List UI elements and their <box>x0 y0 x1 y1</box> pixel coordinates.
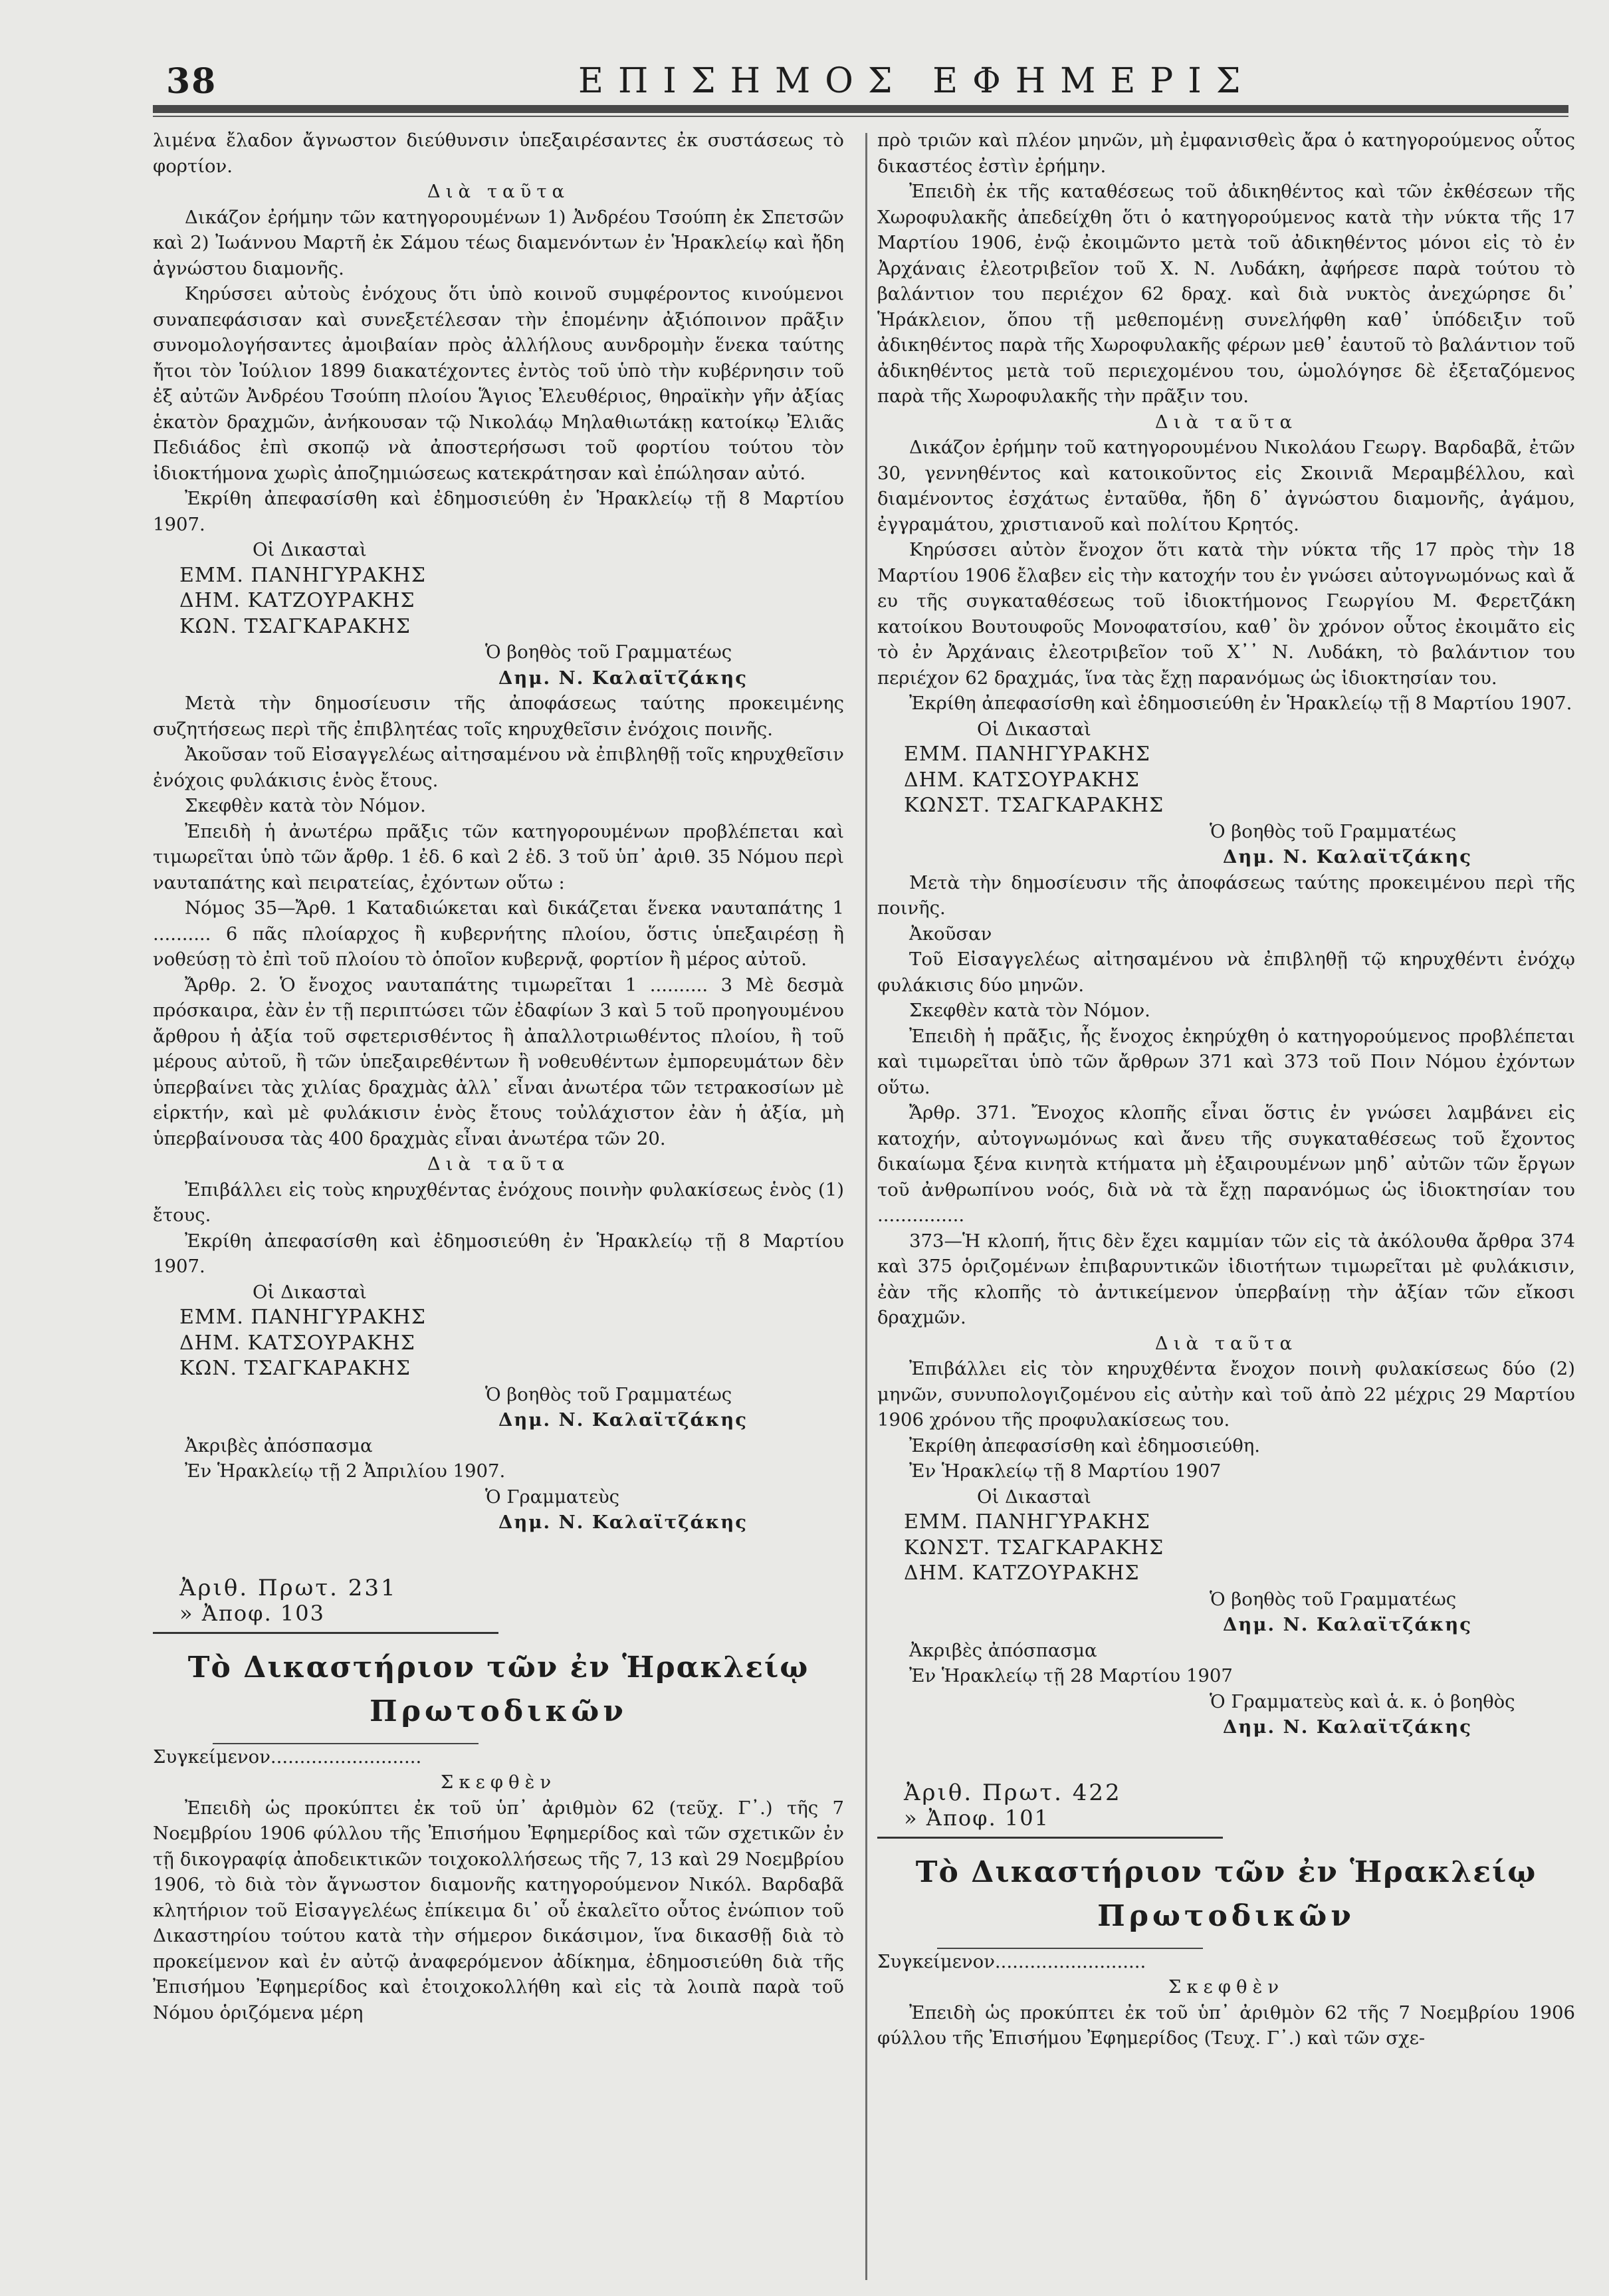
separator-rule <box>877 1837 1223 1839</box>
secretary-name: Δημ. Ν. Καλαϊτζάκης <box>1223 1716 1473 1738</box>
judge-name: ΚΩΝ. ΤΣΑΓΚΑΡΑΚΗΣ <box>179 1357 411 1380</box>
paragraph: Μετὰ τὴν δημοσίευσιν τῆς ἀποφάσεως ταύτης προκειμένης συζητήσεως περὶ τῆς ἐπιβλητέας τοῖς κηρυχθεῖσιν ἐνόχοις ποινῆς. <box>153 693 844 740</box>
paragraph: Ἐπειδὴ ἡ πρᾶξις, ἧς ἔνοχος ἐκηρύχθη ὁ κατηγορούμενος προβλέπεται καὶ τιμωρεῖται ὑπὸ τῶν ἄρθρων 371 καὶ 373 τοῦ Ποιν Νόμου ἐχόντων οὕτω. <box>877 1025 1575 1098</box>
section-heading: Διὰ ταῦτα <box>1154 1332 1298 1354</box>
court-heading: Τὸ Δικαστήριον τῶν ἐν Ἡρακλείῳ <box>915 1855 1537 1889</box>
signature-name: Δημ. Ν. Καλαϊτζάκης <box>1223 846 1473 867</box>
paragraph: Ἐκρίθη ἀπεφασίσθη καὶ ἐδημοσιεύθη. <box>909 1435 1260 1456</box>
exact-copy-label: Ἀκριβὲς ἀπόσπασμα <box>909 1639 1097 1661</box>
signature-title: Ὁ βοηθὸς τοῦ Γραμματέως <box>1210 820 1457 842</box>
paragraph: Μετὰ τὴν δημοσίευσιν τῆς ἀποφάσεως ταύτης προκειμένου περὶ τῆς ποινῆς. <box>877 871 1575 919</box>
protocol-number: Ἀριθ. Πρωτ. 231 <box>179 1574 397 1601</box>
paragraph: Ἐπιβάλλει εἰς τὸν κηρυχθέντα ἔνοχον ποινὴ φυλακίσεως δύο (2) μηνῶν, συνυπολογιζομένου εἰς αὐτὴν καὶ τοῦ ἀπὸ 22 μέχρις 29 Μαρτίου 1906 χρόνου τῆς προφυλακίσεως του. <box>877 1358 1575 1431</box>
journal-title: ΕΠΙΣΗΜΟΣ ΕΦΗΜΕΡΙΣ <box>578 61 1255 101</box>
paragraph: Σκεφθὲν κατὰ τὸν Νόμον. <box>909 1000 1150 1021</box>
section-heading: Σκεφθὲν <box>440 1772 557 1793</box>
judge-name: ΔΗΜ. ΚΑΤΖΟΥΡΑΚΗΣ <box>179 589 415 612</box>
judges-label: Οἱ Δικασταὶ <box>253 539 367 560</box>
judge-name: ΔΗΜ. ΚΑΤΖΟΥΡΑΚΗΣ <box>904 1561 1140 1585</box>
section-heading: Διὰ ταῦτα <box>427 181 570 202</box>
judge-name: ΕΜΜ. ΠΑΝΗΓΥΡΑΚΗΣ <box>904 743 1150 766</box>
judge-name: ΚΩΝΣΤ. ΤΣΑΓΚΑΡΑΚΗΣ <box>904 794 1164 817</box>
paragraph: Ἄρθρ. 371. Ἔνοχος κλοπῆς εἶναι ὅστις ἐν γνώσει λαμβάνει εἰς κατοχήν, αὐτογνωμόνως καὶ ἄνευ τῆς συγκαταθέσεως τοῦ ἔχοντος δικαίωμα ξένα κινητὰ κτήματα μὴ ἐξαιρουμένων μηδ᾿ αὐτῶν τῶν ἔργων τοῦ ἀνθρωπίνου νοός, διὰ νὰ τὰ ἔχῃ παρανόμως ὡς ἰδιοκτησίαν του ............... <box>877 1102 1575 1226</box>
secretary-title: Ὁ Γραμματεὺς καὶ ἁ. κ. ὁ βοηθὸς <box>1210 1690 1515 1712</box>
signature-title: Ὁ βοηθὸς τοῦ Γραμματέως <box>485 1383 732 1405</box>
secretary-name: Δημ. Ν. Καλαϊτζάκης <box>498 1512 748 1533</box>
section-heading: Διὰ ταῦτα <box>1154 411 1298 433</box>
page-header <box>0 0 1609 126</box>
section-heading: Σκεφθὲν <box>1168 1976 1285 1998</box>
paragraph: Δικάζον ἐρήμην τῶν κατηγορουμένων 1) Ἀνδρέου Τσούπη ἐκ Σπετσῶν καὶ 2) Ἰωάννου Μαρτῆ ἐκ Σάμου τέως διαμενόντων ἐν Ἡρακλείῳ καὶ ἤδη ἀγνώστου διαμονῆς. <box>153 206 844 279</box>
judges-label: Οἱ Δικασταὶ <box>977 1486 1091 1508</box>
paragraph: Ἐπειδὴ ἡ ἀνωτέρω πρᾶξις τῶν κατηγορουμένων προβλέπεται καὶ τιμωρεῖται ὑπὸ τῶν ἄρθρ. 1 ἐδ. 6 καὶ 2 ἐδ. 3 τοῦ ὑπ᾿ ἀριθ. 35 Νόμου περὶ ναυταπάτης καὶ πειρατείας, ἐχόντων οὕτω : <box>153 820 844 893</box>
paragraph: Ἐπειδὴ ὡς προκύπτει ἐκ τοῦ ὑπ᾿ ἀριθμὸν 62 τῆς 7 Νοεμβρίου 1906 φύλλου τῆς Ἐπισήμου Ἐφημερίδος (Τευχ. Γ᾿.) καὶ τῶν σχε- <box>877 2002 1575 2049</box>
paragraph: Ἐν Ἡρακλείῳ τῇ 8 Μαρτίου 1907 <box>909 1460 1222 1482</box>
section-heading: Διὰ ταῦτα <box>427 1153 570 1175</box>
paragraph: Κηρύσσει αὐτοὺς ἐνόχους ὅτι ὑπὸ κοινοῦ συμφέροντος κινούμενοι συναπεφάσισαν καὶ συνεξετέλεσαν τὴν ἑπομένην ἀξιόποινον πρᾶξιν συνομολογήσαντες ἀμοιβαίαν πρὸς ἀλλήλους αυνδρομὴν ἕνεκα ταύτης ἤτοι τὸν Ἰούλιον 1899 διακατέχοντες ἐντὸς τοῦ ὑπὸ τὴν κυβέρνησιν τοῦ ἐξ αὐτῶν Ἀνδρέου Τσούπη πλοίου Ἅγιος Ἐλευθέριος, θηραϊκὴν γῆν ἀξίας ἑκατὸν δραχμῶν, ἀνήκουσαν τῷ Νικολάῳ Μηλαθιωτάκῃ κατοίκῳ Ἐλιᾶς Πεδιάδος ἐπὶ σκοπῷ νὰ ἀποστερήσωσι τοῦ φορτίου τούτου τὸν ἰδιοκτήμονα χωρὶς ἀποζημιώσεως κατεκράτησαν καὶ ἐπώλησαν αὐτό. <box>153 283 844 484</box>
exact-copy-date: Ἐν Ἡρακλείῳ τῇ 2 Ἀπριλίου 1907. <box>185 1460 506 1482</box>
exact-copy-date: Ἐν Ἡρακλείῳ τῇ 28 Μαρτίου 1907 <box>909 1665 1233 1686</box>
paragraph: Ἐπειδὴ ὡς προκύπτει ἐκ τοῦ ὑπ᾿ ἀριθμὸν 62 (τεῦχ. Γ᾿.) τῆς 7 Νοεμβρίου 1906 φύλλου τῆς Ἐπισήμου Ἐφημερίδος καὶ τῶν σχετικῶν ἐν τῇ δικογραφίᾳ ἀποδεικτικῶν τοιχοκολλήσεως τῆς 7, 13 καὶ 29 Νοεμβρίου 1906, τὸ διὰ τὸν ἄγνωστον διαμονῆς κατηγορούμενον Νικόλ. Βαρδαβᾶ κλητήριον τοῦ Εἰσαγγελέως ἐπίκειμα δι᾿ οὗ ἐκαλεῖτο οὗτος ἐνώπιον τοῦ Δικαστηρίου τούτου κατὰ τὴν σήμερον δικάσιμον, ἵνα δικασθῇ διὰ τὸ προκείμενον καὶ ἐν αὐτῷ ἀναφερόμενον ἀδίκημα, ἐδημοσιεύθη διὰ τῆς Ἐπισήμου Ἐφημερίδος καὶ ἐτοιχοκολλήθη καὶ εἰς τὰ λοιπὰ παρὰ τοῦ Νόμου ὁριζόμενα μέρη <box>153 1797 844 2023</box>
court-subheading: Πρωτοδικῶν <box>1097 1898 1355 1933</box>
paragraph: Ἐκρίθη ἀπεφασίσθη καὶ ἐδημοσιεύθη ἐν Ἡρακλείῳ τῇ 8 Μαρτίου 1907. <box>153 488 844 535</box>
paragraph: Κηρύσσει αὐτὸν ἔνοχον ὅτι κατὰ τὴν νύκτα τῆς 17 πρὸς τὴν 18 Μαρτίου 1906 ἔλαβεν εἰς τὴν κατοχήν του ἐν γνώσει αὐτογνωμόνως καὶ ἄ ευ τῆς συγκαταθέσεως τοῦ ἰδιοκτήμονος Γεωργίου Μ. Φερετζάκη κατοίκου Βουτουφοῦς Μονοφατσίου, καθ᾿ ὃν χρόνον οὗτος ἐκοιμᾶτο εἰς τὸ ἐν Ἀρχάναις ἐλεοτριβεῖον τοῦ Χ᾿᾿ Ν. Λυδάκη, τὸ βαλάντιον του περιέχον 62 δραχμάς, ἵνα τὰς ἔχῃ παρανόμως ὡς ἰδιοκτησίαν του. <box>877 539 1575 689</box>
right-column <box>877 128 1575 2051</box>
judge-name: ΕΜΜ. ΠΑΝΗΓΥΡΑΚΗΣ <box>179 1306 426 1329</box>
judge-name: ΕΜΜ. ΠΑΝΗΓΥΡΑΚΗΣ <box>179 563 426 587</box>
paragraph: Τοῦ Εἰσαγγελέως αἰτησαμένου νὰ ἐπιβληθῇ τῷ κηρυχθέντι ἐνόχῳ φυλάκισις δύο μηνῶν. <box>877 949 1575 996</box>
decision-number: » Ἀποφ. 101 <box>904 1805 1049 1831</box>
composed-line: Συγκείμενον.......................... <box>153 1746 422 1768</box>
paragraph: Ἐπειδὴ ἐκ τῆς καταθέσεως τοῦ ἀδικηθέντος καὶ τῶν ἐκθέσεων τῆς Χωροφυλακῆς ἀπεδείχθη ὅτι ὁ κατηγορούμενος κατὰ τὴν νύκτα τῆς 17 Μαρτίου 1906, ἐνῷ ἐκοιμῶντο μετὰ τοῦ ἀδικηθέντος μόνοι εἰς τὸ ἐν Ἀρχάναις ἐλεοτριβεῖον τοῦ Χ. Ν. Λυδάκη, ἀφήρεσε παρὰ τούτου τὸ βαλάντιον του περιέχον 62 δραχ. καὶ διὰ νυκτὸς ἀνεχώρησε δι᾿ Ἡράκλειον, ὅπου τῇ μεθεπομένῃ συνελήφθη καθ᾿ ὑπόδειξιν τοῦ ἀδικηθέντος παρὰ τῆς Χωροφυλακῆς φέρων μεθ᾿ ἑαυτοῦ τὸ βαλάντιον τοῦ ἀδικηθέντος μετὰ τοῦ περιεχομένου του, ὡμολόγησε δὲ ἐξεταζόμενος παρὰ τῆς Χωροφυλακῆς τὴν πρᾶξιν του. <box>877 181 1575 407</box>
paragraph: 373—Ἡ κλοπή, ἥτις δὲν ἔχει καμμίαν τῶν εἰς τὰ ἀκόλουθα ἄρθρα 374 καὶ 375 ὁριζομένων ἐπιβαρυντικῶν ἰδιοτήτων τιμωρεῖται μὲ φυλάκισιν, ἐὰν τῆς κλοπῆς τὸ ἀντικείμενον ὑπερβαίνῃ τὴν ἀξίαν τῶν εἴκοσι δραχμῶν. <box>877 1230 1575 1328</box>
secretary-title: Ὁ Γραμματεὺς <box>485 1486 620 1508</box>
paragraph: Δικάζον ἐρήμην τοῦ κατηγορουμένου Νικολάου Γεωργ. Βαρδαβᾶ, ἐτῶν 30, γεννηθέντος καὶ κατοικοῦντος εἰς Σκοινιᾶ Μεραμβέλλου, καὶ διαμένοντος ἐσχάτως ἐνταῦθα, ἤδη δ᾿ ἀγνώστου διαμονῆς, ἀγάμου, ἐγγραμάτου, χριστιανοῦ καὶ πολίτου Κρητός. <box>877 437 1575 535</box>
signature-title: Ὁ βοηθὸς τοῦ Γραμματέως <box>485 641 732 663</box>
decision-number: » Ἀποφ. 103 <box>179 1601 325 1626</box>
judge-name: ΚΩΝ. ΤΣΑΓΚΑΡΑΚΗΣ <box>179 614 411 638</box>
left-column <box>153 128 844 2025</box>
paragraph: Ἐπιβάλλει εἰς τοὺς κηρυχθέντας ἐνόχους ποινὴν φυλακίσεως ἑνὸς (1) ἔτους. <box>153 1179 844 1226</box>
paragraph: Ἄρθρ. 2. Ὁ ἔνοχος ναυταπάτης τιμωρεῖται 1 .......... 3 Μὲ δεσμὰ πρόσκαιρα, ἐὰν ἐν τῇ περιπτώσει τῶν ἐδαφίων 3 καὶ 5 τοῦ προηγουμένου ἄρθρου ἡ ἀξία τοῦ σφετερισθέντος ἢ ἀπαλλοτριωθέντος πλοίου, ἢ τοῦ μέρους αὐτοῦ, ἢ τῶν ὑπεξαιρεθέντων ἢ νοθευθέντων ἐμπορευμάτων δὲν ὑπερβαίνει τὰς χιλίας δραχμὰς ἀλλ᾿ εἶναι ἀνωτέρα τῶν τετρακοσίων μὲ εἱρκτήν, καὶ μὲ φυλάκισιν ἑνὸς ἔτους τοὐλάχιστον ἐὰν ἡ ἀξία, μὴ ὑπερβαίνουσα τὰς 400 δραχμὰς εἶναι ἀνωτέρα τῶν 20. <box>153 974 844 1149</box>
protocol-number: Ἀριθ. Πρωτ. 422 <box>904 1779 1122 1806</box>
column-divider <box>865 133 867 2280</box>
judge-name: ΔΗΜ. ΚΑΤΣΟΥΡΑΚΗΣ <box>904 768 1140 792</box>
court-heading: Τὸ Δικαστήριον τῶν ἐν Ἡρακλείῳ <box>187 1650 809 1684</box>
signature-name: Δημ. Ν. Καλαϊτζάκης <box>498 1409 748 1431</box>
paragraph: Ἀκοῦσαν <box>909 923 992 945</box>
signature-name: Δημ. Ν. Καλαϊτζάκης <box>1223 1614 1473 1635</box>
paragraph: Ἐκρίθη ἀπεφασίσθη καὶ ἐδημοσιεύθη ἐν Ἡρακλείῳ τῇ 8 Μαρτίου 1907. <box>909 693 1572 714</box>
judge-name: ΕΜΜ. ΠΑΝΗΓΥΡΑΚΗΣ <box>904 1510 1150 1534</box>
paragraph: Ἐκρίθη ἀπεφασίσθη καὶ ἐδημοσιεύθη ἐν Ἡρακλείῳ τῇ 8 Μαρτίου 1907. <box>153 1230 844 1277</box>
paragraph: Νόμος 35—Ἄρθ. 1 Καταδιώκεται καὶ δικάζεται ἕνεκα ναυταπάτης 1 .......... 6 πᾶς πλοίαρχος ἢ κυβερνήτης πλοίου, ὅστις ὑπεξαιρέσῃ ἢ νοθεύσῃ τὸ ἐπὶ τοῦ πλοίου τὸ ὁποῖον κυβερνᾷ, φορτίον ἢ μέρος αὐτοῦ. <box>153 897 844 970</box>
signature-name: Δημ. Ν. Καλαϊτζάκης <box>498 667 748 689</box>
signature-title: Ὁ βοηθὸς τοῦ Γραμματέως <box>1210 1588 1457 1610</box>
judge-name: ΔΗΜ. ΚΑΤΣΟΥΡΑΚΗΣ <box>179 1331 415 1355</box>
separator-rule <box>153 1632 498 1634</box>
composed-line: Συγκείμενον.......................... <box>877 1950 1146 1972</box>
paragraph: λιμένα ἔλαδον ἄγνωστον διεύθυνσιν ὑπεξαιρέσαντες ἐκ συστάσεως τὸ φορτίον. <box>153 130 844 177</box>
header-rule-thin <box>153 116 1568 117</box>
paragraph: Ἀκοῦσαν τοῦ Εἰσαγγελέως αἰτησαμένου νὰ ἐπιβληθῇ τοῖς κηρυχθεῖσιν ἐνόχοις φυλάκισις ἑνὸς ἔτους. <box>153 744 844 791</box>
paragraph: Σκεφθὲν κατὰ τὸν Νόμον. <box>185 795 426 816</box>
header-rule <box>153 105 1568 113</box>
paragraph: πρὸ τριῶν καὶ πλέον μηνῶν, μὴ ἐμφανισθεὶς ἄρα ὁ κατηγορούμενος οὗτος δικαστέος ἐστὶν ἐρήμην. <box>877 130 1575 177</box>
judges-label: Οἱ Δικασταὶ <box>977 718 1091 740</box>
judge-name: ΚΩΝΣΤ. ΤΣΑΓΚΑΡΑΚΗΣ <box>904 1536 1164 1559</box>
court-subheading: Πρωτοδικῶν <box>370 1694 627 1728</box>
judges-label: Οἱ Δικασταὶ <box>253 1281 367 1303</box>
page-number: 38 <box>166 61 217 102</box>
exact-copy-label: Ἀκριβὲς ἀπόσπασμα <box>185 1435 373 1456</box>
